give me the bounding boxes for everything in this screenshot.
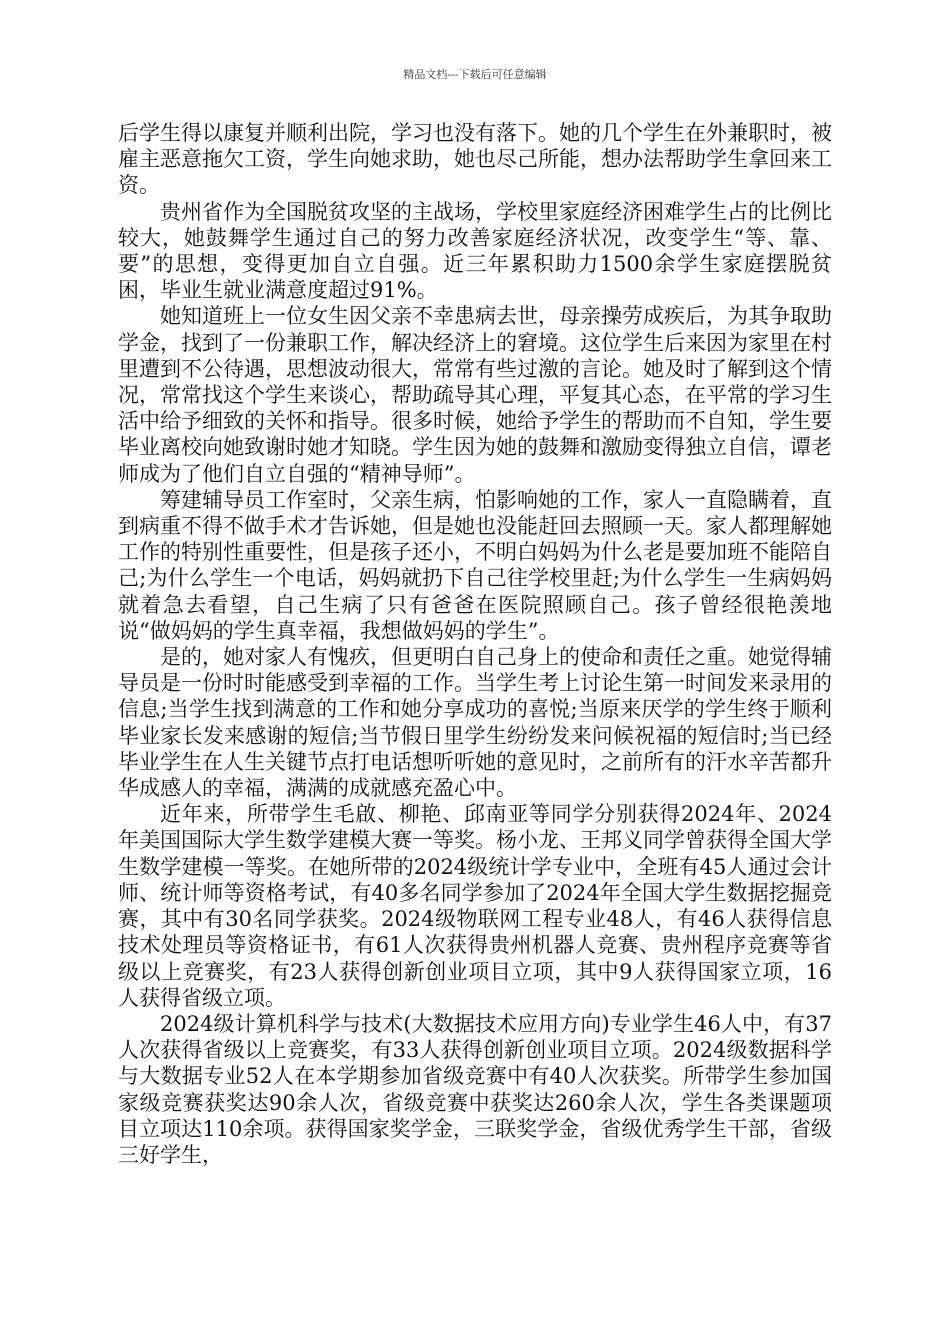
paragraph-6: 近年来，所带学生毛啟、柳艳、邱南亚等同学分别获得2024年、2024年美国国际大学生数学建模大赛一等奖。杨小龙、王邦义同学曾获得全国大学生数学建模一等奖。在她所带的2024级统计学专业中，全班有45人通过会计师、统计师等资格考试，有40多名同学参加了2024年全国大学生数据挖掘竞赛，其中有30名同学获奖。2024级物联网工程专业48人，有46人获得信息技术处理员等资格证书，有61人次获得贵州机器人竞赛、贵州程序竞赛等省级以上竞赛奖，有23人获得创新创业项目立项，其中9人获得国家立项，16人获得省级立项。 xyxy=(118,802,832,1010)
page-header: 精品文档---下载后可任意编辑 xyxy=(403,68,547,81)
paragraph-3: 她知道班上一位女生因父亲不幸患病去世，母亲操劳成疾后，为其争取助学金，找到了一份兼职工作，解决经济上的窘境。这位学生后来因为家里在村里遭到不公待遇，思想波动很大，常常有些过激的言论。她及时了解到这个情况，常常找这个学生来谈心，帮助疏导其心理，平复其心态，在平常的学习生活中给予细致的关怀和指导。很多时候，她给予学生的帮助而不自知，学生要毕业离校向她致谢时她才知晓。学生因为她的鼓舞和激励变得独立自信，谭老师成为了他们自立自强的“精神导师”。 xyxy=(118,304,832,486)
paragraph-1: 后学生得以康复并顺利出院，学习也没有落下。她的几个学生在外兼职时，被雇主恶意拖欠工资，学生向她求助，她也尽己所能，想办法帮助学生拿回来工资。 xyxy=(118,121,832,198)
document-body xyxy=(118,120,832,1168)
paragraph-2: 贵州省作为全国脱贫攻坚的主战场，学校里家庭经济困难学生占的比例比较大，她鼓舞学生通过自己的努力改善家庭经济状况，改变学生“等、靠、要”的思想，变得更加自立自强。近三年累积助力1500余学生家庭摆脱贫困，毕业生就业满意度超过91%。 xyxy=(118,199,832,303)
paragraph-5: 是的，她对家人有愧疚，但更明白自己身上的使命和责任之重。她觉得辅导员是一份时时能感受到幸福的工作。当学生考上讨论生第一时间发来录用的信息;当学生找到满意的工作和她分享成功的喜悦;当原来厌学的学生终于顺利毕业家长发来感谢的短信;当节假日里学生纷纷发来问候祝福的短信时;当已经毕业学生在人生关键节点打电话想听听她的意见时，之前所有的汗水辛苦都升华成感人的幸福，满满的成就感充盈心中。 xyxy=(118,645,832,801)
paragraph-7: 2024级计算机科学与技术(大数据技术应用方向)专业学生46人中，有37人次获得省级以上竞赛奖，有33人获得创新创业项目立项。2024级数据科学与大数据专业52人在本学期参加省级竞赛中有40人次获奖。所带学生参加国家级竞赛获奖达90余人次，省级竞赛中获奖达260余人次，学生各类课题项目立项达110余项。获得国家奖学金，三联奖学金，省级优秀学生干部，省级三好学生， xyxy=(118,1011,832,1167)
paragraph-4: 筹建辅导员工作室时，父亲生病，怕影响她的工作，家人一直隐瞒着，直到病重不得不做手术才告诉她，但是她也没能赶回去照顾一天。家人都理解她工作的特别性重要性，但是孩子还小，不明白妈妈为什么老是要加班不能陪自己;为什么学生一个电话，妈妈就扔下自己往学校里赶;为什么学生一生病妈妈就着急去看望，自己生病了只有爸爸在医院照顾自己。孩子曾经很艳羡地说“做妈妈的学生真幸福，我想做妈妈的学生”。 xyxy=(118,487,832,643)
